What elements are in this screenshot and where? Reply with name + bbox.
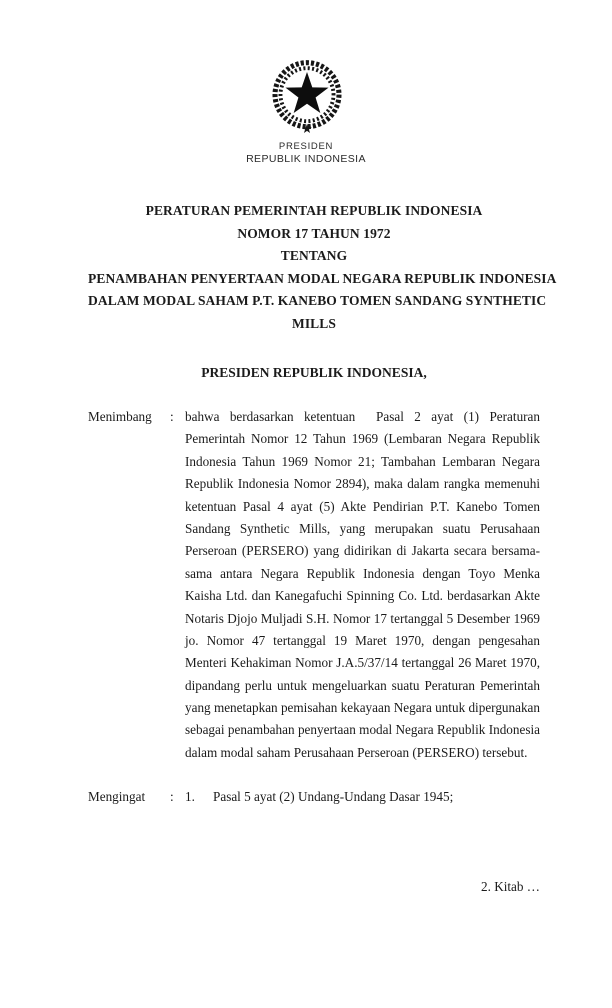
considering-text-line: Sandang Synthetic Mills, yang merupakan suatu Perusahaan (185, 520, 540, 536)
title-line: PENAMBAHAN PENYERTAAN MODAL NEGARA REPUBLIK INDONESIA (88, 270, 557, 286)
considering-text (185, 406, 540, 764)
considering-text-line: Kaisha Ltd. dan Kanegafuchi Spinning Co. Ltd. berdasarkan Akte (185, 588, 540, 604)
considering-section (88, 406, 540, 764)
salutation: PRESIDEN REPUBLIK INDONESIA, (201, 365, 427, 380)
considering-text-line: dalam modal saham Perusahaan Perseroan (PERSERO) tersebut. (185, 744, 528, 760)
star-icon (285, 72, 328, 113)
legal-basis-item-number: 1. (185, 789, 195, 804)
considering-text-line: jo. Nomor 47 tertanggal 19 Maret 1970, dengan pengesahan (185, 632, 540, 648)
legal-basis-label: Mengingat (88, 789, 146, 804)
considering-colon: : (170, 409, 174, 424)
considering-text-line: yang menetapkan pemisahan kekayaan Negara untuk dipergunakan (185, 700, 540, 716)
title-line: MILLS (291, 315, 336, 331)
considering-label: Menimbang (88, 409, 152, 424)
title-line: PERATURAN PEMERINTAH REPUBLIK INDONESIA (145, 203, 483, 218)
legal-basis-item (185, 786, 540, 808)
considering-text-line: Perseroan (PERSERO) yang didirikan di Jakarta secara bersama- (185, 543, 540, 559)
considering-text-line: bahwa berdasarkan ketentuan Pasal 2 ayat (1) Peraturan (185, 409, 540, 424)
title-line: TENTANG (280, 248, 348, 263)
considering-text-line: Indonesia Tahun 1969 Nomor 21; Tambahan Lembaran Negara (185, 453, 540, 469)
legal-basis-list (185, 786, 540, 808)
catchword: 2. Kitab … (481, 879, 540, 894)
title-line: DALAM MODAL SAHAM P.T. KANEBO TOMEN SANDANG SYNTHETIC (88, 293, 547, 308)
legal-basis-section (88, 786, 540, 808)
considering-text-line: Menteri Kehakiman Nomor J.A.5/37/14 tertanggal 26 Maret 1970, (185, 655, 540, 671)
letterhead-presiden: PRESIDEN (278, 141, 334, 152)
title-line: NOMOR 17 TAHUN 1972 (237, 225, 391, 241)
star-wreath-icon (268, 58, 346, 136)
letterhead (0, 141, 612, 166)
considering-text-line: dipandang perlu untuk mengeluarkan suatu Peraturan Pemerintah (185, 677, 540, 693)
considering-text-line: sebagai penambahan penyertaan modal Negara Republik Indonesia (185, 722, 540, 738)
considering-text-line: ketentuan Pasal 4 ayat (5) Akte Pendirian P.T. Kanebo Tomen (185, 498, 540, 514)
letterhead-republik-indonesia: REPUBLIK INDONESIA (246, 153, 366, 165)
document-title (88, 200, 557, 335)
considering-text-line: sama antara Negara Republik Indonesia dengan Toyo Menka (185, 565, 540, 581)
considering-text-line: Republik Indonesia Nomor 2894), maka dalam rangka memenuhi (185, 476, 540, 492)
legal-basis-item-text: Pasal 5 ayat (2) Undang-Undang Dasar 1945; (213, 789, 454, 804)
considering-text-line: Notaris Djojo Muljadi S.H. Nomor 17 tertanggal 5 Desember 1969 (185, 610, 540, 626)
legal-basis-colon: : (170, 789, 174, 804)
considering-text-line: Pemerintah Nomor 12 Tahun 1969 (Lembaran Negara Republik (185, 431, 540, 447)
